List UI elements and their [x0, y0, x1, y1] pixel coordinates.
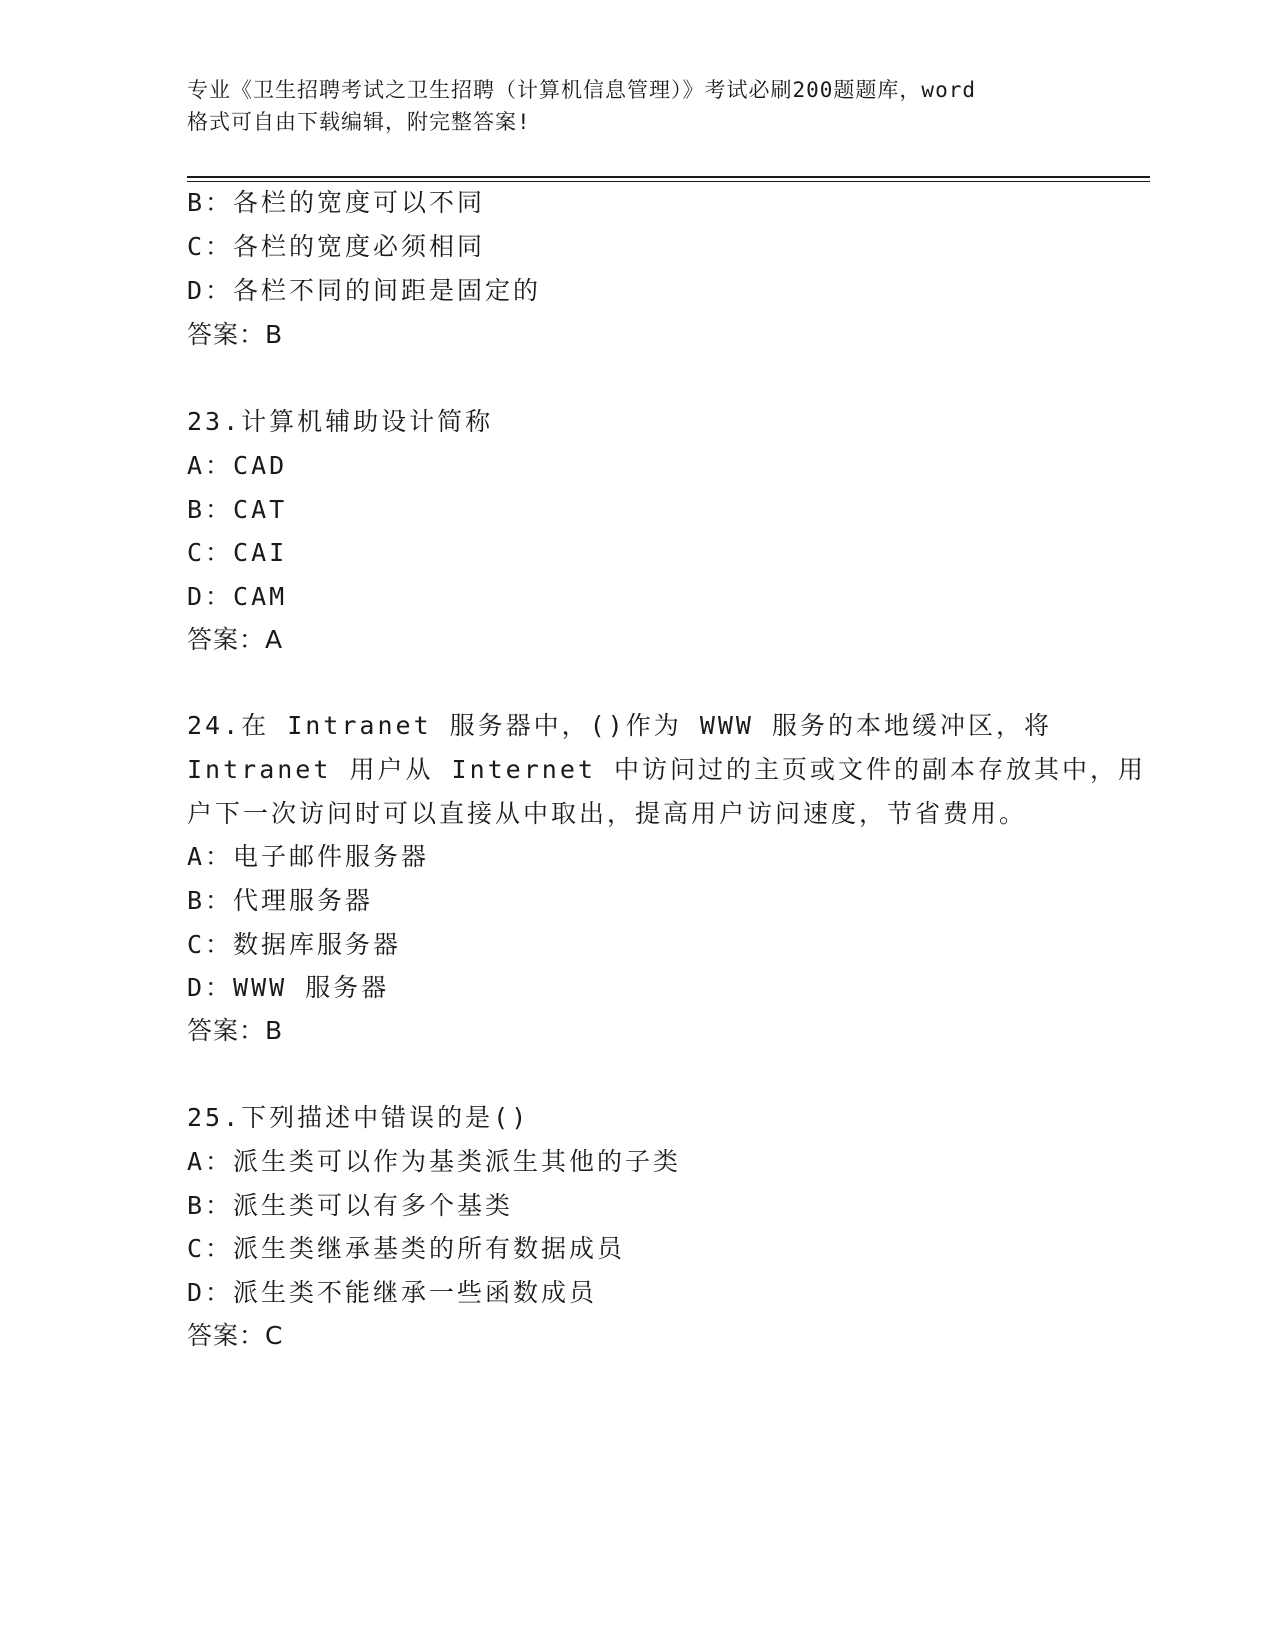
q24-question-line-1: 24.在 Intranet 服务器中，()作为 WWW 服务的本地缓冲区，将	[187, 711, 1053, 740]
q25-option-c: C：派生类继承基类的所有数据成员	[187, 1234, 626, 1263]
q25-question: 25.下列描述中错误的是()	[187, 1103, 530, 1132]
header-divider-thin	[187, 181, 1150, 182]
q22-option-c: C：各栏的宽度必须相同	[187, 232, 486, 261]
q24-question-line-3: 户下一次访问时可以直接从中取出，提高用户访问速度，节省费用。	[187, 799, 1028, 828]
q24-question-line-2: Intranet 用户从 Internet 中访问过的主页或文件的副本存放其中，用	[187, 755, 1146, 784]
q24-option-c: C：数据库服务器	[187, 930, 402, 959]
header-line-1: 专业《卫生招聘考试之卫生招聘（计算机信息管理）》考试必刷200题题库，word	[187, 78, 976, 102]
q23-option-d: D：CAM	[187, 582, 288, 611]
q24-option-b: B：代理服务器	[187, 886, 374, 915]
q25-answer: 答案：C	[187, 1321, 284, 1350]
q25-option-a: A：派生类可以作为基类派生其他的子类	[187, 1147, 682, 1176]
document-header	[187, 74, 1087, 138]
q23-option-a: A：CAD	[187, 451, 288, 480]
q23-answer: 答案：A	[187, 625, 284, 654]
q22-option-d: D：各栏不同的间距是固定的	[187, 276, 542, 305]
header-line-2: 格式可自由下载编辑，附完整答案!	[187, 110, 531, 134]
q25-option-d: D：派生类不能继承一些函数成员	[187, 1278, 598, 1307]
q23-option-c: C：CAI	[187, 538, 288, 567]
q24-option-d: D：WWW 服务器	[187, 973, 390, 1002]
q23-option-b: B：CAT	[187, 495, 288, 524]
q24-option-a: A：电子邮件服务器	[187, 842, 430, 871]
q22-answer: 答案：B	[187, 320, 284, 349]
q23-question: 23.计算机辅助设计简称	[187, 407, 494, 436]
q22-option-b: B：各栏的宽度可以不同	[187, 188, 486, 217]
q25-option-b: B：派生类可以有多个基类	[187, 1191, 514, 1220]
header-divider-thick	[187, 176, 1150, 178]
q24-answer: 答案：B	[187, 1016, 284, 1045]
